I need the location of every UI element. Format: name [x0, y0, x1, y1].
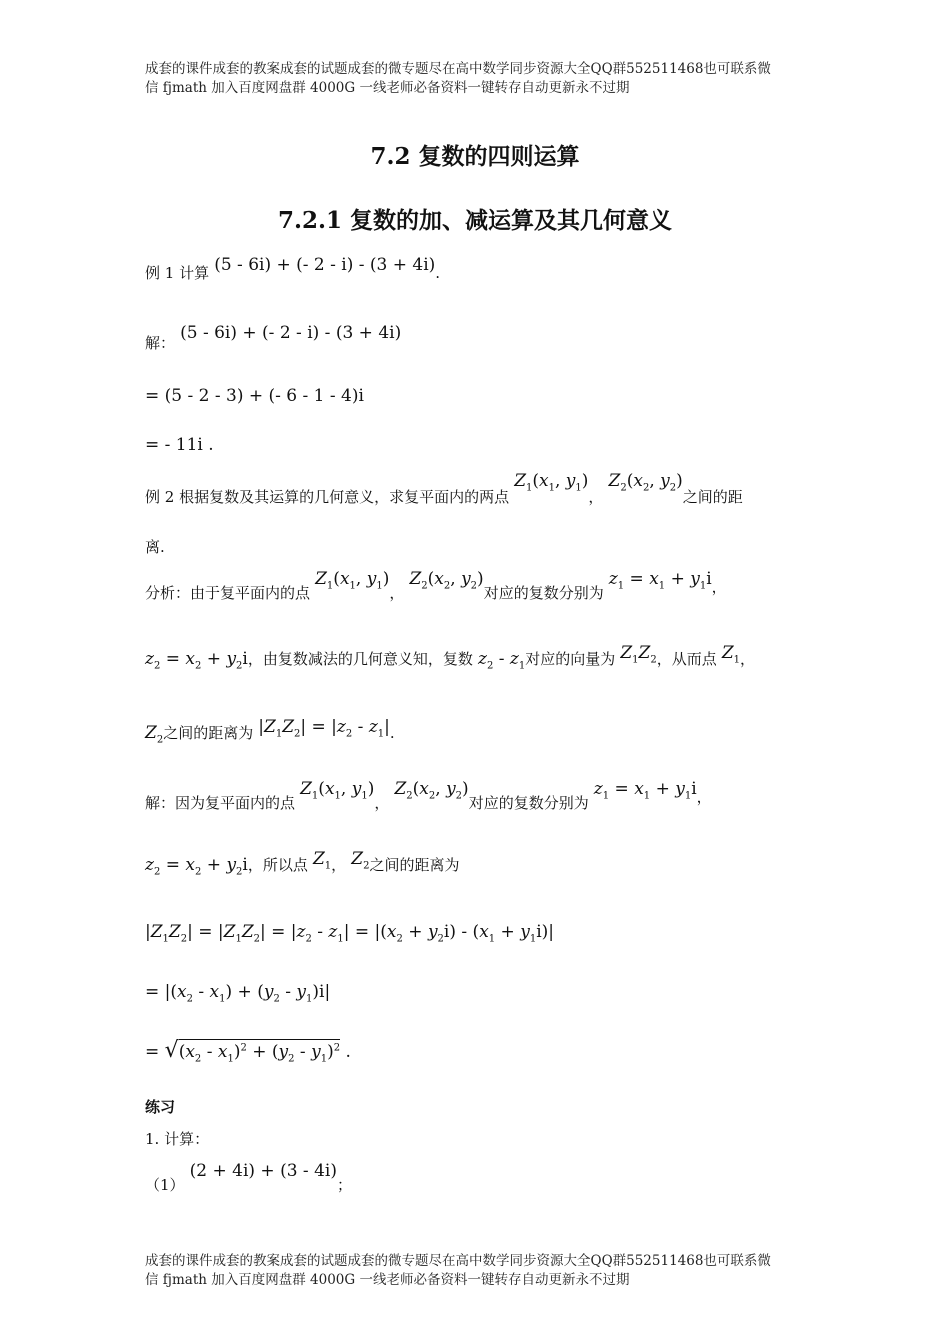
distance-formula-1: $|Z_1Z_2| = |Z_1Z_2| = |z_2 - z_1| = |(x_2 + y_2i) - (x_1 + y_1i)|$: [145, 922, 554, 945]
distance-formula-2: = $|(x_2 - x_1) + (y_2 - y_1)i|$: [145, 982, 331, 1005]
point-z1: $Z_1(x_1$, $y_1$): [514, 471, 589, 494]
page-header: [145, 60, 825, 98]
example-2-question-end: 离.: [145, 538, 165, 556]
analysis-line-1: 分析：由于复平面内的点 $Z_1(x_1$, $y_1$)， $Z_2(x_2$, $y_2$)对应的复数分别为 $z_1 = x_1 + y_1i$，: [145, 569, 727, 602]
footer-line-1: 成套的课件成套的教案成套的试题成套的微专题尽在高中数学同步资源大全QQ群552511468也可联系微: [145, 1253, 771, 1269]
distance-formula-3: = $√(x_2 - x_1)^2 + (y_2 - y_1)^2$ .: [145, 1038, 351, 1065]
header-line-2: 信 fjmath 加入百度网盘群 4000G 一线老师必备资料一键转存自动更新永不过期: [145, 80, 630, 96]
page-footer: [145, 1252, 825, 1290]
section-title: 7.2 复数的四则运算: [370, 143, 580, 170]
practice-question-1-part-1: （1） (2 + 4i) + (3 - 4i)；: [145, 1161, 352, 1194]
point-z2: $Z_2(x_2$, $y_2$): [608, 471, 683, 494]
subsection-title: 7.2.1 复数的加、减运算及其几何意义: [277, 207, 673, 234]
analysis-line-2: $z_2 = x_2 + y_2i$，由复数减法的几何意义知，复数 $z_2 - z_1$对应的向量为 $Z_1Z_2$，从而点 $Z_1$，: [145, 643, 756, 672]
footer-line-2: 信 fjmath 加入百度网盘群 4000G 一线老师必备资料一键转存自动更新永不过期: [145, 1272, 630, 1288]
example-1-solution: [145, 322, 402, 352]
solution-label: 解：: [145, 334, 176, 352]
solution-step-2: = - 11i .: [145, 435, 214, 455]
example-2-question: 例 2 根据复数及其运算的几何意义，求复平面内的两点 $Z_1(x_1$, $y_1$)， $Z_2(x_2$, $y_2$)之间的距: [145, 471, 743, 506]
example-1-label: 例 1 计算: [145, 264, 210, 282]
analysis-line-3: $Z_2$之间的距离为 $|Z_1Z_2| = |z_2 - z_1|$.: [145, 717, 395, 746]
solution-expression: (5 - 6i) + (- 2 - i) - (3 + 4i): [180, 323, 402, 343]
practice-heading: 练习: [145, 1098, 176, 1116]
example-1: 例 1 计算 (5 - 6i) + (- 2 - i) - (3 + 4i).: [145, 255, 441, 282]
solution-2-line-2: $z_2 = x_2 + y_2i$，所以点 $Z_1$， $Z_2$之间的距离为: [145, 849, 460, 878]
practice-question-1: 1. 计算：: [145, 1130, 210, 1148]
solution-step-1: = (5 - 2 - 3) + (- 6 - 1 - 4)i: [145, 386, 364, 406]
header-line-1: 成套的课件成套的教案成套的试题成套的微专题尽在高中数学同步资源大全QQ群552511468也可联系微: [145, 61, 771, 77]
solution-2-line-1: 解：因为复平面内的点 $Z_1(x_1$, $y_1$)， $Z_2(x_2$, $y_2$)对应的复数分别为 $z_1 = x_1 + y_1i$，: [145, 779, 712, 812]
example-1-expression: (5 - 6i) + (- 2 - i) - (3 + 4i): [214, 255, 436, 275]
practice-expression: (2 + 4i) + (3 - 4i): [189, 1161, 337, 1181]
